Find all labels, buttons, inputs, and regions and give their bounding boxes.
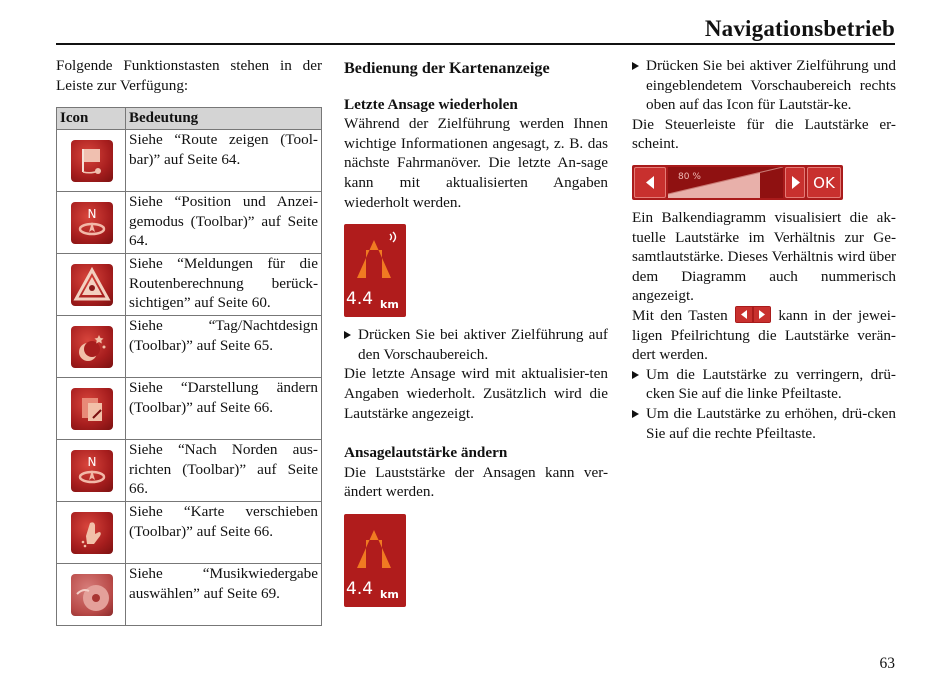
preview-distance: 4.4 [346, 289, 374, 310]
bullet-marker [344, 331, 351, 339]
column-right [632, 56, 896, 443]
arrow-right-icon [786, 168, 804, 197]
paragraph: Die Steuerleiste für die Lautstärke er-scheint. [632, 115, 896, 153]
ok-button[interactable]: OK [807, 167, 841, 198]
icon-table [56, 107, 322, 626]
table-cell-meaning: Siehe “Tag/Nachtdesign (Toolbar)” auf Seite 65. [126, 316, 322, 378]
table-row [57, 130, 322, 192]
table-cell-meaning: Siehe “Darstellung ändern (Toolbar)” auf Seite 66. [126, 378, 322, 440]
music-disc-icon [71, 574, 113, 616]
warning-triangle-icon [71, 264, 113, 306]
column-middle [344, 56, 608, 615]
table-cell-meaning: Siehe “Musikwiedergabe auswählen” auf Seite 69. [126, 564, 322, 626]
table-header-icon: Icon [57, 108, 126, 130]
day-night-icon [71, 326, 113, 368]
paragraph: Die letzte Ansage wird mit aktualisier-ten Angaben wiederholt. Zusätzlich wird die Lautstärke angezeigt. [344, 365, 608, 422]
bullet-text: Um die Lautstärke zu verringern, drü-cken Sie auf die linke Pfeiltaste. [646, 365, 896, 403]
subheading-volume: Ansagelautstärke ändern [344, 444, 508, 462]
header-rule [56, 43, 895, 45]
volume-control-bar [632, 165, 843, 200]
paragraph-start: Mit den Tasten [632, 306, 728, 324]
table-header-meaning: Bedeutung [126, 108, 322, 130]
svg-text:N: N [87, 207, 97, 222]
subheading-repeat: Letzte Ansage wiederholen [344, 95, 518, 113]
table-row [57, 378, 322, 440]
table-cell-meaning: Siehe “Karte verschieben (Toolbar)” auf Seite 66. [126, 502, 322, 564]
preview-distance: 4.4 [346, 578, 374, 599]
svg-text:N: N [87, 455, 97, 470]
bullet-text: Drücken Sie bei aktiver Zielführung auf den Vorschaubereich. [358, 326, 608, 363]
table-header-row [57, 108, 322, 130]
north-compass-icon [71, 450, 113, 492]
instruction-bullet [344, 325, 608, 364]
bullet-marker [632, 371, 639, 379]
navigation-preview [344, 224, 406, 317]
north-compass-icon [71, 202, 113, 244]
table-row [57, 502, 322, 564]
table-row [57, 192, 322, 254]
table-cell-meaning: Siehe “Position und Anzei-gemodus (Toolbar)” auf Seite 64. [126, 192, 322, 254]
section-heading: Bedienung der Kartenanzeige [344, 59, 550, 77]
move-map-hand-icon [71, 512, 113, 554]
table-cell-meaning: Siehe “Meldungen für die Routenberechnung berück-sichtigen” auf Seite 60. [126, 254, 322, 316]
instruction-bullet [632, 404, 896, 443]
arrow-left-icon [635, 168, 665, 197]
arrow-keys-icon [735, 306, 771, 323]
table-row [57, 564, 322, 626]
table-cell-meaning: Siehe “Nach Norden aus-richten (Toolbar)” auf Seite 66. [126, 440, 322, 502]
table-row [57, 440, 322, 502]
page-number: 63 [879, 655, 895, 672]
intro-text: Folgende Funktionstasten stehen in der Leiste zur Verfügung: [56, 57, 322, 94]
bullet-marker [632, 62, 639, 70]
bullet-marker [632, 410, 639, 418]
bullet-text: Drücken Sie bei aktiver Zielführung und eingeblendetem Vorschaubereich rechts oben auf das Icon für Lautstär-ke. [646, 57, 896, 114]
instruction-bullet [632, 365, 896, 404]
bullet-text: Um die Lautstärke zu erhöhen, drü-cken Sie auf die rechte Pfeiltaste. [646, 404, 896, 442]
paragraph-end: kann in der jewei-ligen Pfeilrichtung die Lautstärke verän-dert werden. [632, 306, 896, 364]
volume-percent: 80 % [678, 171, 701, 182]
table-row [57, 254, 322, 316]
display-mode-icon [71, 388, 113, 430]
table-row [57, 316, 322, 378]
paragraph: Die Lauststärke der Ansagen kann ver-ändert werden. [344, 463, 608, 501]
preview-unit: km [380, 587, 399, 601]
instruction-bullet [632, 56, 896, 115]
route-flag-icon [71, 140, 113, 182]
table-cell-meaning: Siehe “Route zeigen (Tool-bar)” auf Seite 64. [126, 130, 322, 192]
volume-increase-button[interactable] [785, 167, 805, 198]
preview-unit: km [380, 298, 399, 312]
paragraph: Ein Balkendiagramm visualisiert die ak-tuelle Lautstärke im Verhältnis zur Ge-samtlautstärke. Dieses Verhältnis wird über dem Diagramm auch nummerisch angezeigt. [632, 208, 896, 305]
page-title: Navigationsbetrieb [704, 16, 895, 41]
column-left [56, 56, 322, 626]
navigation-preview [344, 514, 406, 607]
volume-decrease-button[interactable] [634, 167, 666, 198]
paragraph: Während der Zielführung werden Ihnen wichtige Informationen angesagt, z. B. das nächste Fahrmanöver. Die letzte An-sage kann mit aktualisierten Angaben wiederholt werden. [344, 115, 608, 211]
paragraph [632, 306, 896, 365]
